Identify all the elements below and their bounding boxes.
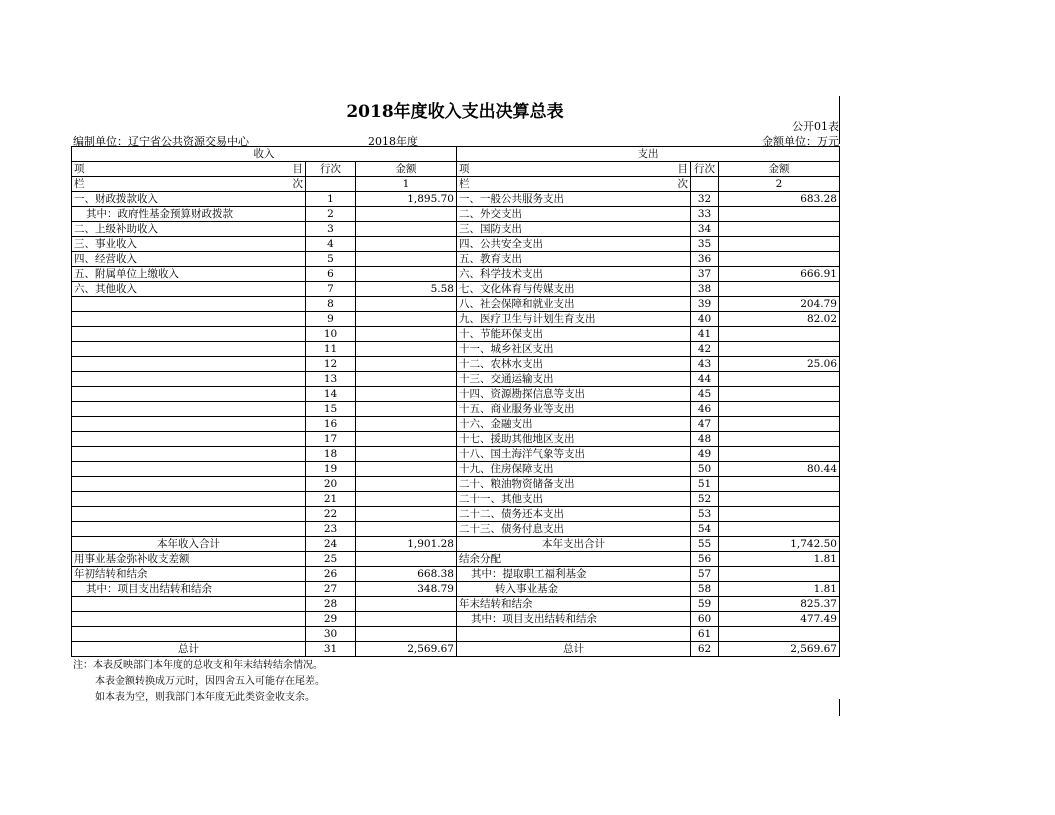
table-row bbox=[72, 417, 840, 432]
income-row-number: 29 bbox=[306, 612, 356, 627]
income-amount bbox=[356, 507, 457, 522]
table-row bbox=[72, 402, 840, 417]
income-amount bbox=[356, 612, 457, 627]
expense-row-number: 33 bbox=[691, 207, 719, 222]
table-header-row bbox=[72, 147, 840, 162]
expense-amount: 82.02 bbox=[719, 312, 840, 327]
item-header-b: 目 bbox=[677, 163, 688, 175]
column-header-row bbox=[72, 162, 840, 177]
item-header-c: 栏 bbox=[74, 178, 85, 190]
expense-item bbox=[457, 627, 691, 642]
expense-amount bbox=[719, 207, 840, 222]
table-row bbox=[72, 447, 840, 462]
margin-line-bottom bbox=[839, 699, 840, 716]
income-amount bbox=[356, 447, 457, 462]
income-row-number: 28 bbox=[306, 597, 356, 612]
income-amount bbox=[356, 387, 457, 402]
expense-item: 十五、商业服务业等支出 bbox=[457, 402, 691, 417]
expense-row-number: 41 bbox=[691, 327, 719, 342]
note-line: 如本表为空，则我部门本年度无此类资金收支余。 bbox=[95, 692, 315, 703]
income-row-number: 19 bbox=[306, 462, 356, 477]
income-row-number: 4 bbox=[306, 237, 356, 252]
income-amount bbox=[356, 372, 457, 387]
income-item-header bbox=[72, 162, 306, 177]
expense-amount: 1.81 bbox=[719, 582, 840, 597]
item-header-c: 栏 bbox=[459, 178, 470, 190]
expense-amount bbox=[719, 222, 840, 237]
table-row bbox=[72, 492, 840, 507]
income-amount bbox=[356, 552, 457, 567]
expense-amount bbox=[719, 627, 840, 642]
expense-amount bbox=[719, 477, 840, 492]
table-row bbox=[72, 237, 840, 252]
income-row-number: 17 bbox=[306, 432, 356, 447]
expense-item: 六、科学技术支出 bbox=[457, 267, 691, 282]
income-item bbox=[72, 477, 306, 492]
expense-item: 二十一、其他支出 bbox=[457, 492, 691, 507]
income-amount bbox=[356, 402, 457, 417]
expense-row-number: 52 bbox=[691, 492, 719, 507]
income-amount bbox=[356, 627, 457, 642]
expense-item: 十一、城乡社区支出 bbox=[457, 342, 691, 357]
income-item bbox=[72, 492, 306, 507]
income-row-number: 9 bbox=[306, 312, 356, 327]
income-item bbox=[72, 342, 306, 357]
income-row-number: 3 bbox=[306, 222, 356, 237]
expense-amount-header: 金额 bbox=[719, 162, 840, 177]
notes bbox=[73, 658, 325, 706]
table-row bbox=[72, 207, 840, 222]
income-item bbox=[72, 507, 306, 522]
income-item: 其中：政府性基金预算财政拨款 bbox=[72, 207, 306, 222]
table-row bbox=[72, 192, 840, 207]
income-item bbox=[72, 312, 306, 327]
expense-item: 三、国防支出 bbox=[457, 222, 691, 237]
item-header-a: 项 bbox=[459, 163, 470, 175]
column-number-row bbox=[72, 177, 840, 192]
income-amount bbox=[356, 417, 457, 432]
table-row bbox=[72, 372, 840, 387]
income-row-number: 12 bbox=[306, 357, 356, 372]
income-amount bbox=[356, 477, 457, 492]
expense-item: 十九、住房保障支出 bbox=[457, 462, 691, 477]
income-item bbox=[72, 402, 306, 417]
item-header-b: 目 bbox=[292, 163, 303, 175]
table-row bbox=[72, 312, 840, 327]
income-item bbox=[72, 417, 306, 432]
income-amount bbox=[356, 597, 457, 612]
expense-row-number: 42 bbox=[691, 342, 719, 357]
income-amount: 5.58 bbox=[356, 282, 457, 297]
table-row bbox=[72, 282, 840, 297]
expense-row-number: 45 bbox=[691, 387, 719, 402]
income-row-number: 23 bbox=[306, 522, 356, 537]
expense-amount: 204.79 bbox=[719, 297, 840, 312]
income-amount bbox=[356, 237, 457, 252]
expense-item: 转入事业基金 bbox=[457, 582, 691, 597]
table-row bbox=[72, 222, 840, 237]
expense-row-number: 56 bbox=[691, 552, 719, 567]
expense-amount bbox=[719, 372, 840, 387]
income-amount bbox=[356, 207, 457, 222]
table-row bbox=[72, 342, 840, 357]
expense-row-number: 55 bbox=[691, 537, 719, 552]
income-item: 五、附属单位上缴收入 bbox=[72, 267, 306, 282]
expense-item: 八、社会保障和就业支出 bbox=[457, 297, 691, 312]
expense-row-number: 34 bbox=[691, 222, 719, 237]
expense-row-number: 59 bbox=[691, 597, 719, 612]
income-row-number: 18 bbox=[306, 447, 356, 462]
expense-amount bbox=[719, 402, 840, 417]
income-item bbox=[72, 432, 306, 447]
income-row-number: 6 bbox=[306, 267, 356, 282]
expense-row-number: 57 bbox=[691, 567, 719, 582]
expense-amount bbox=[719, 567, 840, 582]
expense-amount bbox=[719, 432, 840, 447]
note-line: 注：本表反映部门本年度的总收支和年末结转结余情况。 bbox=[73, 660, 323, 671]
table-row bbox=[72, 507, 840, 522]
income-amount: 2,569.67 bbox=[356, 642, 457, 657]
income-col-label bbox=[72, 177, 306, 192]
unit-label: 金额单位：万元 bbox=[762, 135, 839, 148]
table-row bbox=[72, 612, 840, 627]
income-row-number: 1 bbox=[306, 192, 356, 207]
income-row-number: 2 bbox=[306, 207, 356, 222]
income-amount bbox=[356, 327, 457, 342]
income-item: 本年收入合计 bbox=[72, 537, 306, 552]
income-amount bbox=[356, 432, 457, 447]
expense-row-number: 39 bbox=[691, 297, 719, 312]
table-row bbox=[72, 297, 840, 312]
income-row-number: 31 bbox=[306, 642, 356, 657]
income-item bbox=[72, 612, 306, 627]
income-row-number: 13 bbox=[306, 372, 356, 387]
expense-amount bbox=[719, 507, 840, 522]
expense-item: 七、文化体育与传媒支出 bbox=[457, 282, 691, 297]
expense-amount bbox=[719, 342, 840, 357]
income-item bbox=[72, 627, 306, 642]
expense-row-number: 50 bbox=[691, 462, 719, 477]
expense-item: 九、医疗卫生与计划生育支出 bbox=[457, 312, 691, 327]
expense-item: 十七、援助其他地区支出 bbox=[457, 432, 691, 447]
table-row bbox=[72, 522, 840, 537]
expense-item: 十三、交通运输支出 bbox=[457, 372, 691, 387]
expense-row-number: 51 bbox=[691, 477, 719, 492]
income-item: 二、上级补助收入 bbox=[72, 222, 306, 237]
table-row bbox=[72, 642, 840, 657]
income-amount: 1,895.70 bbox=[356, 192, 457, 207]
table-row bbox=[72, 267, 840, 282]
income-amount bbox=[356, 312, 457, 327]
income-amount bbox=[356, 492, 457, 507]
income-item bbox=[72, 372, 306, 387]
table-row bbox=[72, 537, 840, 552]
expense-item: 结余分配 bbox=[457, 552, 691, 567]
income-row-number: 20 bbox=[306, 477, 356, 492]
expense-row-number: 60 bbox=[691, 612, 719, 627]
income-row-number: 5 bbox=[306, 252, 356, 267]
expense-header: 支出 bbox=[457, 147, 840, 162]
expense-row-number: 32 bbox=[691, 192, 719, 207]
income-row-number: 11 bbox=[306, 342, 356, 357]
expense-item: 本年支出合计 bbox=[457, 537, 691, 552]
income-row-number: 30 bbox=[306, 627, 356, 642]
income-item bbox=[72, 327, 306, 342]
expense-amount: 1.81 bbox=[719, 552, 840, 567]
expense-row-number: 62 bbox=[691, 642, 719, 657]
expense-amount: 25.06 bbox=[719, 357, 840, 372]
budget-table bbox=[71, 146, 840, 657]
income-row-number: 10 bbox=[306, 327, 356, 342]
expense-item-header bbox=[457, 162, 691, 177]
income-row-number: 25 bbox=[306, 552, 356, 567]
income-item: 其中：项目支出结转和结余 bbox=[72, 582, 306, 597]
income-row-number: 14 bbox=[306, 387, 356, 402]
expense-item: 一、一般公共服务支出 bbox=[457, 192, 691, 207]
table-row bbox=[72, 357, 840, 372]
expense-row-number: 37 bbox=[691, 267, 719, 282]
table-row bbox=[72, 477, 840, 492]
expense-amount bbox=[719, 387, 840, 402]
income-item: 一、财政拨款收入 bbox=[72, 192, 306, 207]
expense-amount bbox=[719, 417, 840, 432]
income-col-number: 1 bbox=[356, 177, 457, 192]
year-label: 2018年度 bbox=[368, 135, 418, 148]
preparer-label: 编制单位：辽宁省公共资源交易中心 bbox=[73, 135, 249, 148]
expense-col-number: 2 bbox=[719, 177, 840, 192]
expense-amount bbox=[719, 237, 840, 252]
income-row-number: 8 bbox=[306, 297, 356, 312]
income-item bbox=[72, 447, 306, 462]
page-title: 2018年度收入支出决算总表 bbox=[346, 102, 564, 122]
income-amount: 1,901.28 bbox=[356, 537, 457, 552]
expense-amount: 683.28 bbox=[719, 192, 840, 207]
table-row bbox=[72, 252, 840, 267]
expense-amount: 1,742.50 bbox=[719, 537, 840, 552]
expense-row-number: 38 bbox=[691, 282, 719, 297]
expense-row-number: 35 bbox=[691, 237, 719, 252]
expense-amount: 80.44 bbox=[719, 462, 840, 477]
expense-amount: 2,569.67 bbox=[719, 642, 840, 657]
expense-amount: 477.49 bbox=[719, 612, 840, 627]
expense-row-number: 48 bbox=[691, 432, 719, 447]
expense-item: 总计 bbox=[457, 642, 691, 657]
income-amount-header: 金额 bbox=[356, 162, 457, 177]
income-amount bbox=[356, 267, 457, 282]
income-item: 总计 bbox=[72, 642, 306, 657]
income-amount bbox=[356, 462, 457, 477]
income-row-number: 26 bbox=[306, 567, 356, 582]
expense-row-number: 46 bbox=[691, 402, 719, 417]
table-row bbox=[72, 462, 840, 477]
table-row bbox=[72, 597, 840, 612]
expense-item: 年末结转和结余 bbox=[457, 597, 691, 612]
expense-row-number: 61 bbox=[691, 627, 719, 642]
income-amount bbox=[356, 357, 457, 372]
expense-row-number: 40 bbox=[691, 312, 719, 327]
expense-amount bbox=[719, 522, 840, 537]
income-item: 年初结转和结余 bbox=[72, 567, 306, 582]
expense-item: 二十、粮油物资储备支出 bbox=[457, 477, 691, 492]
expense-row-header: 行次 bbox=[691, 162, 719, 177]
expense-item: 十、节能环保支出 bbox=[457, 327, 691, 342]
income-row-number: 22 bbox=[306, 507, 356, 522]
income-item: 六、其他收入 bbox=[72, 282, 306, 297]
income-row-blank bbox=[306, 177, 356, 192]
expense-item: 四、公共安全支出 bbox=[457, 237, 691, 252]
note-line: 本表金额转换成万元时，因四舍五入可能存在尾差。 bbox=[95, 676, 325, 687]
income-item: 三、事业收入 bbox=[72, 237, 306, 252]
expense-item: 十四、资源勘探信息等支出 bbox=[457, 387, 691, 402]
table-row bbox=[72, 627, 840, 642]
income-amount bbox=[356, 222, 457, 237]
table-row bbox=[72, 432, 840, 447]
income-amount bbox=[356, 252, 457, 267]
income-item bbox=[72, 462, 306, 477]
expense-amount bbox=[719, 492, 840, 507]
income-item bbox=[72, 522, 306, 537]
expense-row-number: 49 bbox=[691, 447, 719, 462]
income-row-header: 行次 bbox=[306, 162, 356, 177]
income-amount: 348.79 bbox=[356, 582, 457, 597]
expense-amount bbox=[719, 447, 840, 462]
expense-item: 二、外交支出 bbox=[457, 207, 691, 222]
expense-row-number: 36 bbox=[691, 252, 719, 267]
expense-item: 十二、农林水支出 bbox=[457, 357, 691, 372]
expense-col-label bbox=[457, 177, 691, 192]
expense-row-blank bbox=[691, 177, 719, 192]
income-item: 四、经营收入 bbox=[72, 252, 306, 267]
income-row-number: 27 bbox=[306, 582, 356, 597]
expense-item: 二十二、债务还本支出 bbox=[457, 507, 691, 522]
expense-amount bbox=[719, 252, 840, 267]
income-row-number: 24 bbox=[306, 537, 356, 552]
income-amount: 668.38 bbox=[356, 567, 457, 582]
expense-amount: 666.91 bbox=[719, 267, 840, 282]
form-code: 公开01表 bbox=[792, 120, 839, 133]
expense-row-number: 43 bbox=[691, 357, 719, 372]
expense-row-number: 47 bbox=[691, 417, 719, 432]
income-item bbox=[72, 387, 306, 402]
expense-amount bbox=[719, 282, 840, 297]
income-item bbox=[72, 597, 306, 612]
expense-amount bbox=[719, 327, 840, 342]
income-header: 收入 bbox=[72, 147, 457, 162]
income-item bbox=[72, 297, 306, 312]
item-header-d: 次 bbox=[677, 178, 688, 190]
income-row-number: 21 bbox=[306, 492, 356, 507]
margin-line-top bbox=[839, 96, 840, 144]
table-row bbox=[72, 327, 840, 342]
expense-item: 十六、金融支出 bbox=[457, 417, 691, 432]
table-row bbox=[72, 582, 840, 597]
expense-row-number: 54 bbox=[691, 522, 719, 537]
expense-row-number: 44 bbox=[691, 372, 719, 387]
expense-item: 其中：提取职工福利基金 bbox=[457, 567, 691, 582]
item-header-a: 项 bbox=[74, 163, 85, 175]
expense-row-number: 58 bbox=[691, 582, 719, 597]
table-row bbox=[72, 552, 840, 567]
income-item bbox=[72, 357, 306, 372]
income-item: 用事业基金弥补收支差额 bbox=[72, 552, 306, 567]
income-amount bbox=[356, 522, 457, 537]
expense-item: 其中：项目支出结转和结余 bbox=[457, 612, 691, 627]
income-row-number: 15 bbox=[306, 402, 356, 417]
income-amount bbox=[356, 342, 457, 357]
income-row-number: 16 bbox=[306, 417, 356, 432]
expense-amount: 825.37 bbox=[719, 597, 840, 612]
table-row bbox=[72, 567, 840, 582]
item-header-d: 次 bbox=[292, 178, 303, 190]
income-row-number: 7 bbox=[306, 282, 356, 297]
data-rows bbox=[72, 192, 840, 657]
table-row bbox=[72, 387, 840, 402]
income-amount bbox=[356, 297, 457, 312]
expense-row-number: 53 bbox=[691, 507, 719, 522]
expense-item: 十八、国土海洋气象等支出 bbox=[457, 447, 691, 462]
expense-item: 二十三、债务付息支出 bbox=[457, 522, 691, 537]
expense-item: 五、教育支出 bbox=[457, 252, 691, 267]
